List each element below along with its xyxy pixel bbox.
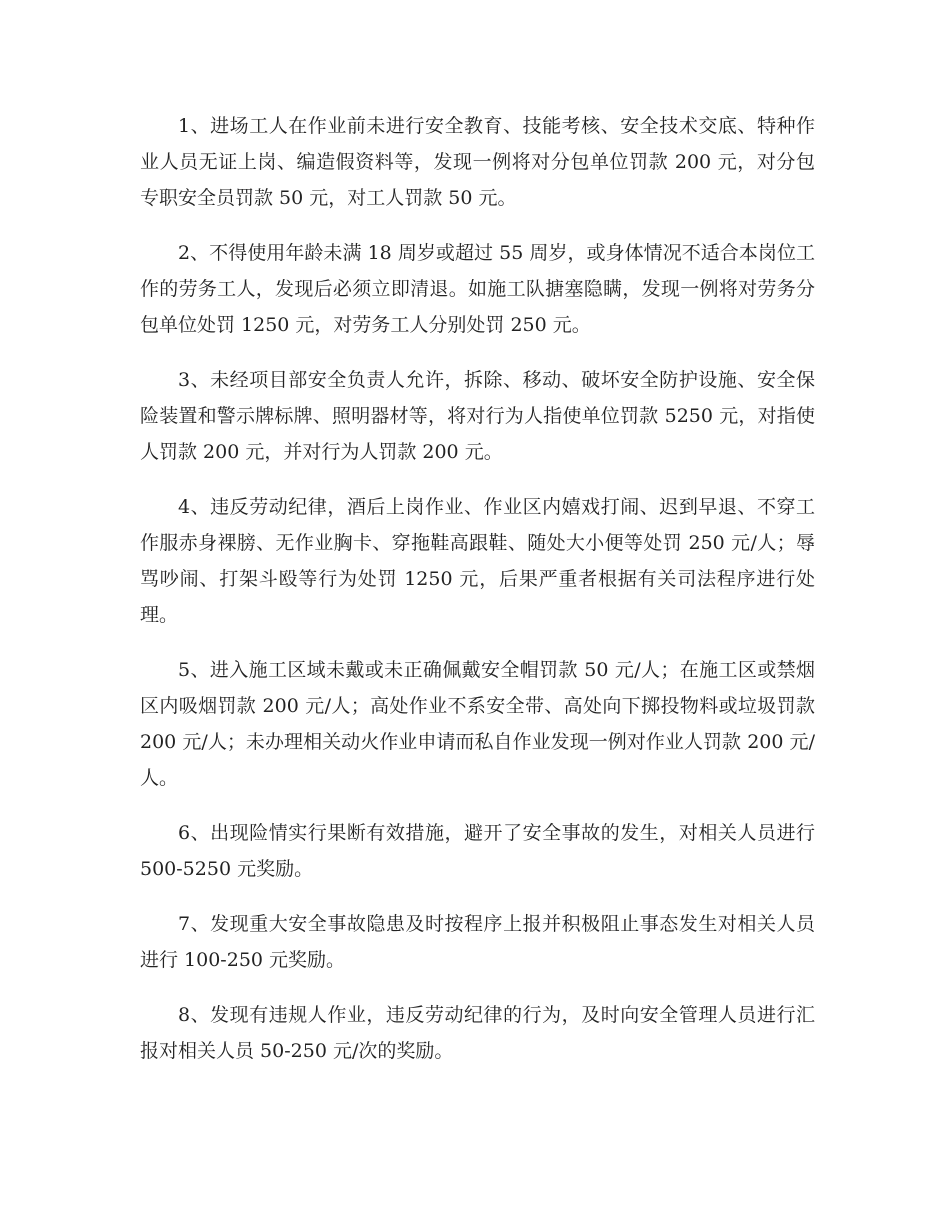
paragraph-4: 4、违反劳动纪律，酒后上岗作业、作业区内嬉戏打闹、迟到早退、不穿工作服赤身裸膀、无作业胸卡、穿拖鞋高跟鞋、随处大小便等处罚 250 元/人；辱骂吵闹、打架斗殴等行为处罚 1250 元，后果严重者根据有关司法程序进行处理。: [140, 496, 815, 626]
paragraph-2: 2、不得使用年龄未满 18 周岁或超过 55 周岁，或身体情况不适合本岗位工作的劳务工人，发现后必须立即清退。如施工队搪塞隐瞒，发现一例将对劳务分包单位处罚 1250 元，对劳务工人分别处罚 250 元。: [140, 242, 815, 336]
paragraph-8: 8、发现有违规人作业，违反劳动纪律的行为，及时向安全管理人员进行汇报对相关人员 50-250 元/次的奖励。: [140, 1004, 815, 1062]
paragraph-1: 1、进场工人在作业前未进行安全教育、技能考核、安全技术交底、特种作业人员无证上岗、编造假资料等，发现一例将对分包单位罚款 200 元，对分包专职安全员罚款 50 元，对工人罚款 50 元。: [140, 115, 815, 209]
paragraph-7: 7、发现重大安全事故隐患及时按程序上报并积极阻止事态发生对相关人员进行 100-250 元奖励。: [140, 913, 815, 971]
document-body: [140, 108, 815, 1088]
paragraph-3: 3、未经项目部安全负责人允许，拆除、移动、破坏安全防护设施、安全保险装置和警示牌标牌、照明器材等，将对行为人指使单位罚款 5250 元，对指使人罚款 200 元，并对行为人罚款 200 元。: [140, 369, 815, 463]
paragraph-6: 6、出现险情实行果断有效措施，避开了安全事故的发生，对相关人员进行 500-5250 元奖励。: [140, 822, 815, 880]
paragraph-5: 5、进入施工区域未戴或未正确佩戴安全帽罚款 50 元/人；在施工区或禁烟区内吸烟罚款 200 元/人；高处作业不系安全带、高处向下掷投物料或垃圾罚款 200 元/人；未办理相关动火作业申请而私自作业发现一例对作业人罚款 200 元/人。: [140, 659, 815, 789]
